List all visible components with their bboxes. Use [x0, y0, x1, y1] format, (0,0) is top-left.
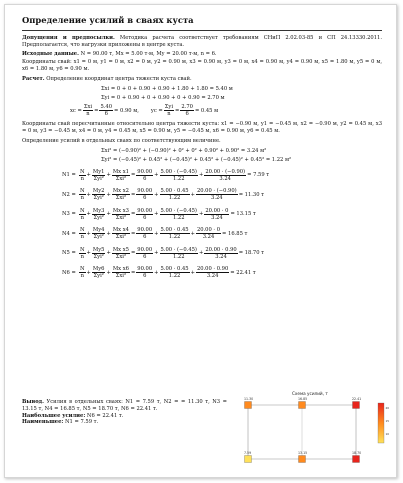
document-content: [22, 15, 390, 455]
my-term: $\frac{\text{Mx x4}}{\text{Σxi²}}$: [112, 227, 129, 241]
pile-force-label: N2 =: [62, 191, 76, 198]
xc-fraction: $\frac{\text{Σxi}}{n}$: [83, 104, 93, 118]
calc-paragraph: [22, 76, 382, 83]
pile-force-row: N6 = $\frac{N}{n}$ + $\frac{My6}{\text{Σyi²}}$ + $\frac{\text{Mx x6}}{\text{Σxi²}}$ = $\frac{90.00}{6}$ + $\frac{5.00 \cdot 0.45}{1.22}$ + $\frac{20.00 \cdot 0.90}{3.24}$ = 22.41 т: [62, 266, 256, 280]
pile-force-label: 16.85: [298, 397, 308, 401]
pile-force-label: N1 =: [62, 172, 76, 179]
conclusion-paragraph: [22, 399, 227, 413]
mx-term: $\frac{My3}{\text{Σyi²}}$: [92, 207, 105, 221]
value-term-3: $\frac{20.00 \cdot (-0.90)}{3.24}$: [205, 168, 246, 182]
value-term-2: $\frac{5.00 \cdot (-0.45)}{1.22}$: [160, 168, 197, 182]
value-term-3: $\frac{20.00 \cdot (-0.90)}{3.24}$: [196, 188, 237, 202]
pile-force-row: N1 = $\frac{N}{n}$ + $\frac{My1}{\text{Σyi²}}$ + $\frac{\text{Mx x1}}{\text{Σxi²}}$ = $\frac{90.00}{6}$ + $\frac{5.00 \cdot (-0.45)}{1.22}$ + $\frac{20.00 \cdot (-0.90)}{3.24}$ = 7.59 т: [62, 168, 270, 182]
colorbar: [378, 403, 384, 443]
scheme-title: Схема усилий, т: [292, 391, 328, 396]
initial-data-text: N = 90.00 т, Mx = 5.00 т·м, My = 20.00 т·м, n = 6.: [80, 50, 217, 57]
centroid-formula: xc = $\frac{\text{Σxi}}{n}$ = $\frac{5.40}{6}$ = 0.90 м, yc = $\frac{\text{Σyi}}{n}$ = $\frac{2.70}{6}$ = 0.45 м: [70, 104, 219, 118]
sum-y-formula: Σyi = 0 + 0.90 + 0 + 0.90 + 0 + 0.90 = 2.70 м: [101, 94, 225, 101]
assumptions-text: Методика расчета соответствует требованиям СНиП 2.02.03-85 и СП 24.13330.2011. Предполагается, что нагрузки приложены в центре куста.: [22, 35, 382, 48]
mx-term: $\frac{My5}{\text{Σyi²}}$: [92, 246, 105, 260]
assumptions-heading: Допущения и предпосылки.: [22, 35, 115, 41]
pile-force-row: N3 = $\frac{N}{n}$ + $\frac{My3}{\text{Σyi²}}$ + $\frac{\text{Mx x3}}{\text{Σxi²}}$ = $\frac{90.00}{6}$ + $\frac{5.00 \cdot (-0.45)}{1.22}$ + $\frac{20.00 \cdot 0}{3.24}$ = 13.15 т: [62, 207, 256, 221]
mx-term: $\frac{My2}{\text{Σyi²}}$: [92, 188, 105, 202]
scheme-piles: [244, 397, 361, 463]
xc-result: = 0.90 м,: [114, 107, 139, 114]
pile-force-result: = 7.59 т: [247, 172, 270, 179]
yc-label: yc =: [150, 107, 163, 114]
pile-marker: [299, 402, 306, 409]
pile-force-result: = 16.85 т: [222, 230, 248, 237]
colorbar-tick-label: 10: [385, 432, 390, 436]
xc-label: xc =: [70, 107, 82, 114]
value-term-1: $\frac{90.00}{6}$: [137, 266, 153, 280]
min-force-line: [22, 419, 227, 426]
min-force-value: N1 = 7.59 т.: [64, 419, 99, 426]
yc-fraction: $\frac{\text{Σyi}}{n}$: [164, 104, 174, 118]
sum-x2-formula: Σxi² = (−0.90)² + (−0.90)² + 0² + 0² + 0.90² + 0.90² = 3.24 м²: [101, 147, 267, 154]
max-force-line: [22, 413, 227, 420]
yc-result: = 0.45 м: [194, 107, 219, 114]
mx-term: $\frac{My1}{\text{Σyi²}}$: [92, 168, 105, 182]
value-term-1: $\frac{90.00}{6}$: [137, 188, 153, 202]
pile-force-label: N4 =: [62, 230, 76, 237]
value-term-1: $\frac{90.00}{6}$: [137, 207, 153, 221]
scheme-colorbar: [378, 403, 389, 443]
pile-force-result: = 18.70 т: [238, 250, 265, 257]
n-over-n: $\frac{N}{n}$: [80, 188, 85, 202]
assumptions-paragraph: [22, 35, 382, 49]
my-term: $\frac{\text{Mx x6}}{\text{Σxi²}}$: [112, 266, 129, 280]
value-term-1: $\frac{90.00}{6}$: [137, 168, 153, 182]
mx-term: $\frac{My4}{\text{Σyi²}}$: [92, 227, 105, 241]
initial-data-heading: Исходные данные.: [22, 50, 79, 57]
value-term-1: $\frac{90.00}{6}$: [137, 246, 153, 260]
n-over-n: $\frac{N}{n}$: [80, 266, 85, 280]
pile-force-label: 22.41: [352, 397, 362, 401]
xc-value-fraction: $\frac{5.40}{6}$: [100, 104, 113, 118]
value-term-2: $\frac{5.00 \cdot 0.45}{1.22}$: [160, 266, 189, 280]
my-term: $\frac{\text{Mx x5}}{\text{Σxi²}}$: [112, 246, 129, 260]
conclusion-heading: Вывод.: [22, 399, 44, 405]
value-term-3: $\frac{20.00 \cdot 0}{3.24}$: [205, 207, 229, 221]
n-over-n: $\frac{N}{n}$: [80, 207, 85, 221]
pile-force-label: 7.59: [244, 451, 252, 455]
pile-force-label: N5 =: [62, 250, 76, 257]
my-term: $\frac{\text{Mx x1}}{\text{Σxi²}}$: [112, 168, 129, 182]
page-title: Определение усилий в сваях куста: [22, 15, 194, 25]
colorbar-tick-label: 20: [385, 406, 390, 410]
initial-data-paragraph: [22, 51, 382, 58]
n-over-n: $\frac{N}{n}$: [80, 168, 85, 182]
pile-force-label: 11.30: [244, 397, 254, 401]
recalculated-coordinates-paragraph: Координаты свай пересчитанные относительно центра тяжести куста: x1 = −0.90 м, y1 = −0.45 м, x2 = −0.90 м, y2 = 0.45 м, x3 = 0 м, y3 = −0.45 м, x4 = 0 м, y4 = 0.45 м, x5 = 0.90 м, y5 = −0.45 м, x6 = 0.90 м, y6 = 0.45 м.: [22, 121, 382, 135]
pile-force-label: 18.70: [352, 451, 362, 455]
pile-force-result: = 11.30 т: [238, 191, 265, 198]
yc-value-fraction: $\frac{2.70}{6}$: [181, 104, 193, 118]
pile-force-formulas: [22, 165, 382, 282]
pile-marker: [245, 456, 252, 463]
pile-force-row: N5 = $\frac{N}{n}$ + $\frac{My5}{\text{Σyi²}}$ + $\frac{\text{Mx x5}}{\text{Σxi²}}$ = $\frac{90.00}{6}$ + $\frac{5.00 \cdot (-0.45)}{1.22}$ + $\frac{20.00 \cdot 0.90}{3.24}$ = 18.70 т: [62, 246, 265, 260]
max-force-value: N6 = 22.41 т.: [86, 412, 124, 419]
min-force-label: Наименьшее:: [22, 419, 64, 426]
pile-coordinates-paragraph: Координаты свай: x1 = 0 м, y1 = 0 м, x2 = 0 м, y2 = 0.90 м, x3 = 0.90 м, y3 = 0 м, x4 = 0.90 м, y4 = 0.90 м, x5 = 1.80 м, y5 = 0 м, x6 = 1.80 м, y6 = 0.90 м.: [22, 59, 382, 73]
value-term-3: $\frac{20.00 \cdot 0.90}{3.24}$: [205, 246, 237, 260]
pile-force-result: = 13.15 т: [230, 211, 256, 218]
pile-force-label: 13.15: [298, 451, 308, 455]
calc-heading: Расчет.: [22, 75, 45, 82]
value-term-2: $\frac{5.00 \cdot 0.45}{1.22}$: [160, 188, 189, 202]
max-force-label: Наибольшее усилие:: [22, 412, 86, 419]
my-term: $\frac{\text{Mx x3}}{\text{Σxi²}}$: [112, 207, 129, 221]
mx-term: $\frac{My6}{\text{Σyi²}}$: [92, 266, 105, 280]
title-underline: [22, 30, 382, 31]
conclusion-text: Усилия в отдельных сваях: N1 = 7.59 т, N2 = = 11.30 т, N3 = 13.15 т, N4 = 16.85 т, N5 = 18.70 т, N6 = 22.41 т.: [22, 399, 227, 412]
conclusion-block: [22, 399, 227, 426]
pile-marker: [245, 402, 252, 409]
forces-intro: Определение усилий в отдельных сваях по соответствующим величине.: [22, 137, 221, 144]
pile-force-result: = 22.41 т: [230, 269, 256, 276]
n-over-n: $\frac{N}{n}$: [80, 227, 85, 241]
sum-y2-formula: Σyi² = (−0.45)² + 0.45² + (−0.45)² + 0.45² + (−0.45)² + 0.45² = 1.22 м²: [101, 156, 292, 163]
value-term-3: $\frac{20.00 \cdot 0.90}{3.24}$: [196, 266, 229, 280]
pile-force-label: N3 =: [62, 211, 76, 218]
pile-force-row: N4 = $\frac{N}{n}$ + $\frac{My4}{\text{Σyi²}}$ + $\frac{\text{Mx x4}}{\text{Σxi²}}$ = $\frac{90.00}{6}$ + $\frac{5.00 \cdot 0.45}{1.22}$ + $\frac{20.00 \cdot 0}{3.24}$ = 16.85 т: [62, 227, 248, 241]
n-over-n: $\frac{N}{n}$: [80, 246, 85, 260]
document-page: [4, 4, 397, 478]
pile-marker: [353, 456, 360, 463]
value-term-3: $\frac{20.00 \cdot 0}{3.24}$: [196, 227, 221, 241]
calc-text: Определение координат центра тяжести куста свай.: [46, 75, 192, 82]
pile-force-label: N6 =: [62, 269, 76, 276]
value-term-2: $\frac{5.00 \cdot 0.45}{1.22}$: [160, 227, 189, 241]
my-term: $\frac{\text{Mx x2}}{\text{Σxi²}}$: [112, 188, 129, 202]
pile-marker: [353, 402, 360, 409]
colorbar-tick-label: 15: [385, 419, 390, 423]
value-term-2: $\frac{5.00 \cdot (-0.45)}{1.22}$: [160, 246, 197, 260]
pile-marker: [299, 456, 306, 463]
pile-force-row: N2 = $\frac{N}{n}$ + $\frac{My2}{\text{Σyi²}}$ + $\frac{\text{Mx x2}}{\text{Σxi²}}$ = $\frac{90.00}{6}$ + $\frac{5.00 \cdot 0.45}{1.22}$ + $\frac{20.00 \cdot (-0.90)}{3.24}$ = 11.30 т: [62, 188, 265, 202]
value-term-2: $\frac{5.00 \cdot (-0.45)}{1.22}$: [160, 207, 197, 221]
pile-force-scheme: [230, 387, 390, 477]
sum-x-formula: Σxi = 0 + 0 + 0.90 + 0.90 + 1.80 + 1.80 = 5.40 м: [101, 85, 233, 92]
value-term-1: $\frac{90.00}{6}$: [137, 227, 153, 241]
pile-force-scheme-svg: [230, 387, 390, 477]
